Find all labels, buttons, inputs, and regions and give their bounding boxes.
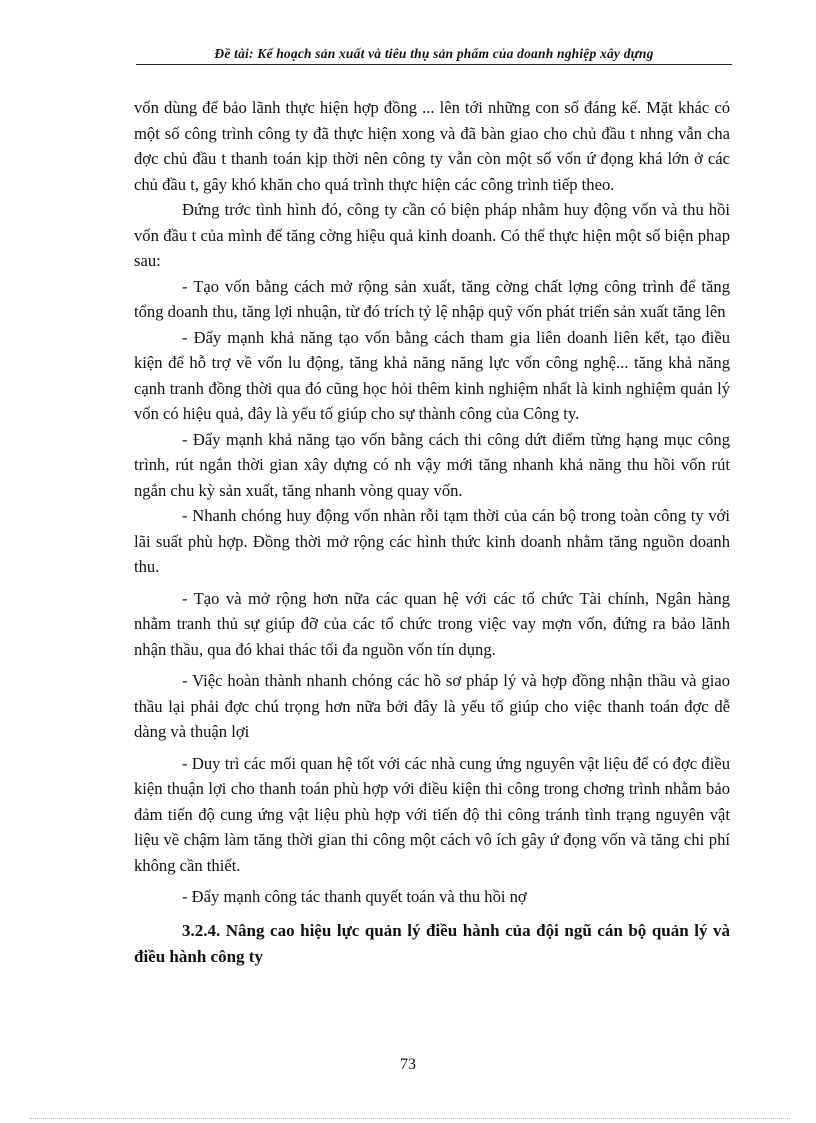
paragraph-1: vốn dùng để bảo lãnh thực hiện hợp đồng ... lên tới những con số đáng kể. Mặt khác có một số công trình công ty đã thực hiện xong và đã bàn giao cho chủ đầu t nhng vẫn cha đợc chủ đầu t thanh toán kịp thời nên công ty vẫn còn một số vốn ứ đọng khá lớn ở các chủ đầu t, gây khó khăn cho quá trình thực hiện các công trình tiếp theo. [134,98,730,194]
paragraph-10: - Đẩy mạnh công tác thanh quyết toán và thu hồi nợ [182,887,527,906]
paragraph-8: - Việc hoàn thành nhanh chóng các hồ sơ pháp lý và hợp đồng nhận thầu và giao thầu lại phải đợc chú trọng hơn nữa bởi đây là yếu tố giúp cho việc thanh toán đợc dễ dàng và thuận lợi [134,671,730,741]
section-heading: 3.2.4. Nâng cao hiệu lực quản lý điều hành của đội ngũ cán bộ quản lý và điều hành công ty [134,920,730,966]
paragraph-5: - Đẩy mạnh khả năng tạo vốn bằng cách thi công dứt điểm từng hạng mục công trình, rút ngắn thời gian xây dựng có nh vậy mới tăng nhanh khả năng thu hồi vốn rút ngắn chu kỳ sản xuất, tăng nhanh vòng quay vốn. [134,429,730,500]
page-number: 73 [400,1056,416,1073]
bottom-divider [30,1118,790,1119]
paragraph-9: - Duy trì các mối quan hệ tốt với các nhà cung ứng nguyên vật liệu để có đợc điều kiện thuận lợi cho thanh toán phù hợp với điều kiện thi công trong chơng trình nhằm bảo đảm tiến độ cung ứng vật liệu phù hợp với tiến độ thi công tránh tình trạng nguyên vật liệu về chậm làm tăng thời gian thi công một cách vô ích gây ứ đọng vốn và tăng chi phí không cần thiết. [134,753,730,875]
paragraph-6: - Nhanh chóng huy động vốn nhàn rỗi tạm thời của cán bộ trong toàn công ty với lãi suất phù hợp. Đồng thời mở rộng các hình thức kinh doanh nhằm tăng nguồn doanh thu. [134,506,730,576]
document-body [134,95,730,970]
paragraph-7: - Tạo và mở rộng hơn nữa các quan hệ với các tổ chức Tài chính, Ngân hàng nhằm tranh thủ sự giúp đỡ của các tổ chức trong việc vay mợn vốn, đứng ra bảo lãnh nhận thầu, qua đó khai thác tối đa nguồn vốn tín dụng. [134,588,730,659]
paragraph-4: - Đẩy mạnh khả năng tạo vốn bằng cách tham gia liên doanh liên kết, tạo điều kiện để hỗ trợ về vốn lu động, tăng khả năng năng lực vốn công nghệ... tăng khả năng cạnh tranh đồng thời qua đó cũng học hỏi thêm kinh nghiệm nhất là kinh nghiệm quản lý vốn có hiệu quả, đây là yếu tố giúp cho sự thành công của Công ty. [134,327,730,423]
paragraph-2: Đứng trớc tình hình đó, công ty cần có biện pháp nhằm huy động vốn và thu hồi vốn đầu t của mình để tăng cờng hiệu quả kinh doanh. Có thể thực hiện một số biện phap sau: [134,200,730,270]
paragraph-3: - Tạo vốn bằng cách mở rộng sản xuất, tăng cờng chất lợng công trình để tăng tổng doanh thu, tăng lợi nhuận, từ đó trích tỷ lệ nhập quỹ vốn phát triển sản xuất tăng lên [134,276,730,321]
page-header-title: Đề tài: Kế hoạch sản xuất và tiêu thụ sản phẩm của doanh nghiệp xây dựng [136,46,732,65]
